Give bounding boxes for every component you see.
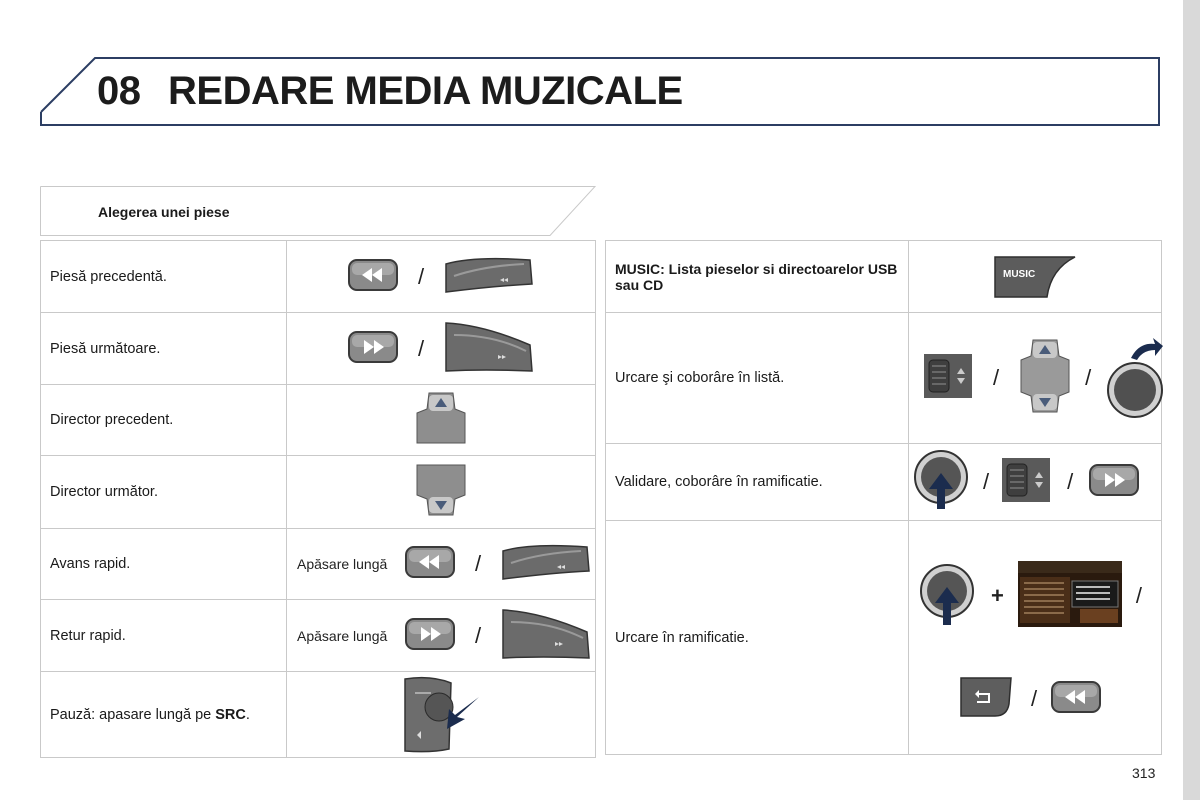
back-button-icon [957,676,1013,722]
table-row [41,241,596,313]
separator-slash: / [1135,583,1142,608]
steering-control-icon [444,256,534,298]
forward-button-icon [1089,462,1139,502]
row-label-music: MUSIC: Lista pieselor si directoarelor USB sau CD [606,241,909,313]
steering-control-icon [444,321,534,377]
chapter-header [40,57,1160,126]
separator-slash: / [1031,686,1038,711]
rewind-button-icon [348,257,398,297]
section-title: Alegerea unei piese [98,204,230,220]
table-row [41,385,596,456]
table-row [41,529,596,600]
screen-menu-icon [1018,561,1122,631]
src-key-label: SRC [215,706,246,723]
table-row [41,456,596,529]
row-label-list-navigation: Urcare şi coborâre în listă. [606,313,909,444]
steering-control-icon [501,608,591,664]
row-label-rewind: Retur rapid. [41,600,287,672]
row-label-validate: Validare, coborâre în ramificatie. [606,444,909,521]
steering-control-icon [501,543,591,585]
separator-slash: / [983,469,990,494]
row-label-previous-folder: Director precedent. [41,385,287,456]
row-label-pause: Pauză: apasare lungă pe SRC. [41,672,287,758]
scroll-wheel-icon [1001,456,1051,508]
separator-slash: / [475,551,482,576]
forward-button-icon [405,616,455,656]
rewind-button-icon [1051,679,1101,719]
separator-plus: + [991,583,1004,608]
music-button-label: MUSIC [1003,268,1036,280]
row-label-fast-forward: Avans rapid. [41,529,287,600]
separator-slash: / [1085,365,1092,390]
row-label-next-folder: Director următor. [41,456,287,529]
rewind-button-icon [405,544,455,584]
down-button-icon [415,463,467,521]
up-down-key-icon [1019,338,1071,418]
table-row [606,521,1162,755]
separator-slash: / [417,263,425,289]
chapter-number: 08 [97,69,141,113]
long-press-hint: Apăsare lungă [297,627,388,644]
table-row [606,444,1162,521]
separator-slash: / [417,335,425,361]
table-row [41,600,596,672]
arrow-pointer-icon [445,695,481,735]
forward-button-icon [348,329,398,369]
left-controls-table [40,240,596,758]
page-edge-strip [1183,0,1200,800]
separator-slash: / [475,622,482,648]
table-row [606,313,1162,444]
section-header [40,186,596,236]
row-label-up-branch: Urcare în ramificatie. [606,521,909,755]
page-number: 313 [1132,765,1156,781]
separator-slash: / [993,365,1000,390]
music-button-icon [993,255,1077,299]
table-row [41,313,596,385]
rotary-knob-icon [919,561,977,631]
page-title: REDARE MEDIA MUZICALE [168,69,683,113]
scroll-wheel-icon [923,352,973,404]
separator-slash: / [1067,469,1074,494]
right-controls-table [605,240,1162,755]
row-label-previous-track: Piesă precedentă. [41,241,287,313]
table-row [606,241,1162,313]
table-row [41,672,596,758]
long-press-hint: Apăsare lungă [297,556,388,572]
rotary-knob-icon [1105,336,1161,420]
row-label-next-track: Piesă următoare. [41,313,287,385]
rotary-knob-icon [913,449,971,515]
up-button-icon [415,391,467,449]
